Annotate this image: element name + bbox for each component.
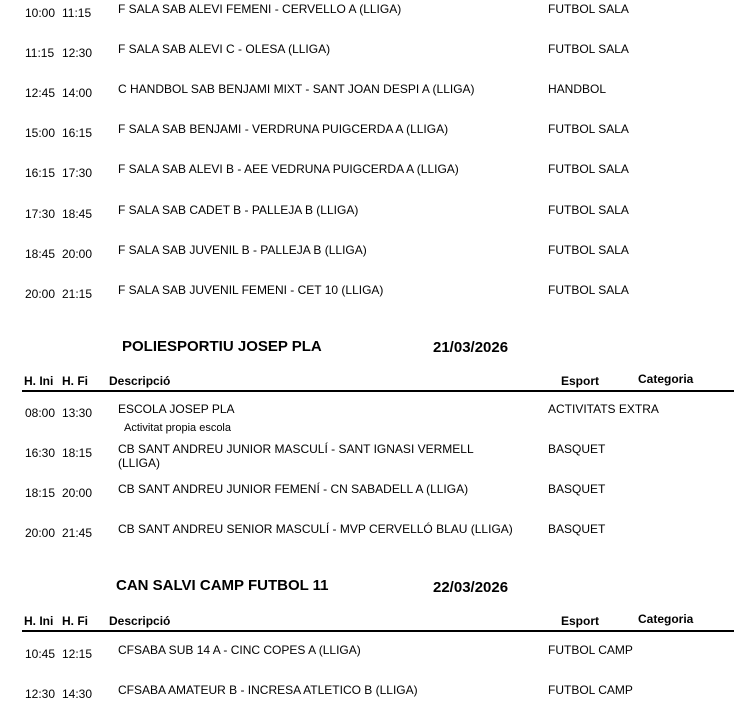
start-time: 16:30 bbox=[25, 446, 56, 460]
description: F SALA SAB CADET B - PALLEJA B (LLIGA) bbox=[118, 203, 359, 217]
start-time: 12:45 bbox=[25, 86, 56, 100]
description: F SALA SAB ALEVI B - AEE VEDRUNA PUIGCERDA A (LLIGA) bbox=[118, 162, 459, 176]
end-time: 12:30 bbox=[62, 46, 93, 60]
sport: FUTBOL CAMP bbox=[548, 683, 633, 697]
sport: HANDBOL bbox=[548, 82, 607, 96]
sport: FUTBOL SALA bbox=[548, 243, 629, 257]
col-descripcio: Descripció bbox=[109, 374, 171, 388]
description: F SALA SAB ALEVI FEMENI - CERVELLO A (LLIGA) bbox=[118, 2, 402, 16]
header-divider bbox=[22, 390, 734, 392]
description: ESCOLA JOSEP PLA bbox=[118, 402, 235, 416]
description: F SALA SAB JUVENIL FEMENI - CET 10 (LLIGA) bbox=[118, 283, 384, 297]
sport: FUTBOL CAMP bbox=[548, 643, 633, 657]
sport: FUTBOL SALA bbox=[548, 162, 629, 176]
col-h-ini: H. Ini bbox=[24, 374, 54, 388]
start-time: 18:15 bbox=[25, 486, 56, 500]
sport: BASQUET bbox=[548, 522, 606, 536]
start-time: 17:30 bbox=[25, 207, 56, 221]
sport: BASQUET bbox=[548, 442, 606, 456]
col-h-fi: H. Fi bbox=[62, 614, 88, 628]
end-time: 20:00 bbox=[62, 486, 93, 500]
end-time: 13:30 bbox=[62, 406, 93, 420]
end-time: 14:00 bbox=[62, 86, 93, 100]
col-esport: Esport bbox=[561, 614, 600, 628]
col-esport: Esport bbox=[561, 374, 600, 388]
start-time: 10:00 bbox=[25, 6, 56, 20]
description: F SALA SAB BENJAMI - VERDRUNA PUIGCERDA A (LLIGA) bbox=[118, 122, 449, 136]
description: C HANDBOL SAB BENJAMI MIXT - SANT JOAN DESPI A (LLIGA) bbox=[118, 82, 475, 96]
end-time: 18:15 bbox=[62, 446, 93, 460]
description: F SALA SAB ALEVI C - OLESA (LLIGA) bbox=[118, 42, 331, 56]
start-time: 16:15 bbox=[25, 166, 56, 180]
start-time: 20:00 bbox=[25, 526, 56, 540]
end-time: 21:45 bbox=[62, 526, 93, 540]
sport: FUTBOL SALA bbox=[548, 283, 629, 297]
facility-title: POLIESPORTIU JOSEP PLA bbox=[122, 338, 322, 355]
col-categoria: Categoria bbox=[638, 612, 694, 626]
description: CB SANT ANDREU SENIOR MASCULÍ - MVP CERVELLÓ BLAU (LLIGA) bbox=[118, 522, 513, 536]
end-time: 18:45 bbox=[62, 207, 93, 221]
start-time: 11:15 bbox=[25, 46, 55, 60]
end-time: 11:15 bbox=[62, 6, 92, 20]
end-time: 12:15 bbox=[62, 647, 93, 661]
col-h-fi: H. Fi bbox=[62, 374, 88, 388]
col-descripcio: Descripció bbox=[109, 614, 171, 628]
description: CB SANT ANDREU JUNIOR MASCULÍ - SANT IGNASI VERMELL (LLIGA) bbox=[118, 442, 474, 470]
end-time: 20:00 bbox=[62, 247, 93, 261]
start-time: 15:00 bbox=[25, 126, 56, 140]
sport: FUTBOL SALA bbox=[548, 2, 629, 16]
end-time: 14:30 bbox=[62, 687, 93, 701]
facility-date: 22/03/2026 bbox=[433, 579, 509, 596]
header-divider bbox=[22, 630, 734, 632]
facility-title: CAN SALVI CAMP FUTBOL 11 bbox=[116, 577, 329, 594]
description: CFSABA SUB 14 A - CINC COPES A (LLIGA) bbox=[118, 643, 361, 657]
start-time: 10:45 bbox=[25, 647, 56, 661]
col-categoria: Categoria bbox=[638, 372, 694, 386]
start-time: 08:00 bbox=[25, 406, 56, 420]
col-h-ini: H. Ini bbox=[24, 614, 54, 628]
sport: FUTBOL SALA bbox=[548, 122, 629, 136]
facility-date: 21/03/2026 bbox=[433, 339, 509, 356]
description: F SALA SAB JUVENIL B - PALLEJA B (LLIGA) bbox=[118, 243, 367, 257]
sport: FUTBOL SALA bbox=[548, 203, 629, 217]
description: CB SANT ANDREU JUNIOR FEMENÍ - CN SABADELL A (LLIGA) bbox=[118, 482, 469, 496]
start-time: 18:45 bbox=[25, 247, 56, 261]
end-time: 21:15 bbox=[62, 287, 93, 301]
sport: ACTIVITATS EXTRA bbox=[548, 402, 659, 416]
end-time: 16:15 bbox=[62, 126, 93, 140]
description: CFSABA AMATEUR B - INCRESA ATLETICO B (LLIGA) bbox=[118, 683, 418, 697]
sport: FUTBOL SALA bbox=[548, 42, 629, 56]
end-time: 17:30 bbox=[62, 166, 93, 180]
activity-note: Activitat propia escola bbox=[124, 422, 231, 434]
sport: BASQUET bbox=[548, 482, 606, 496]
start-time: 20:00 bbox=[25, 287, 56, 301]
start-time: 12:30 bbox=[25, 687, 56, 701]
